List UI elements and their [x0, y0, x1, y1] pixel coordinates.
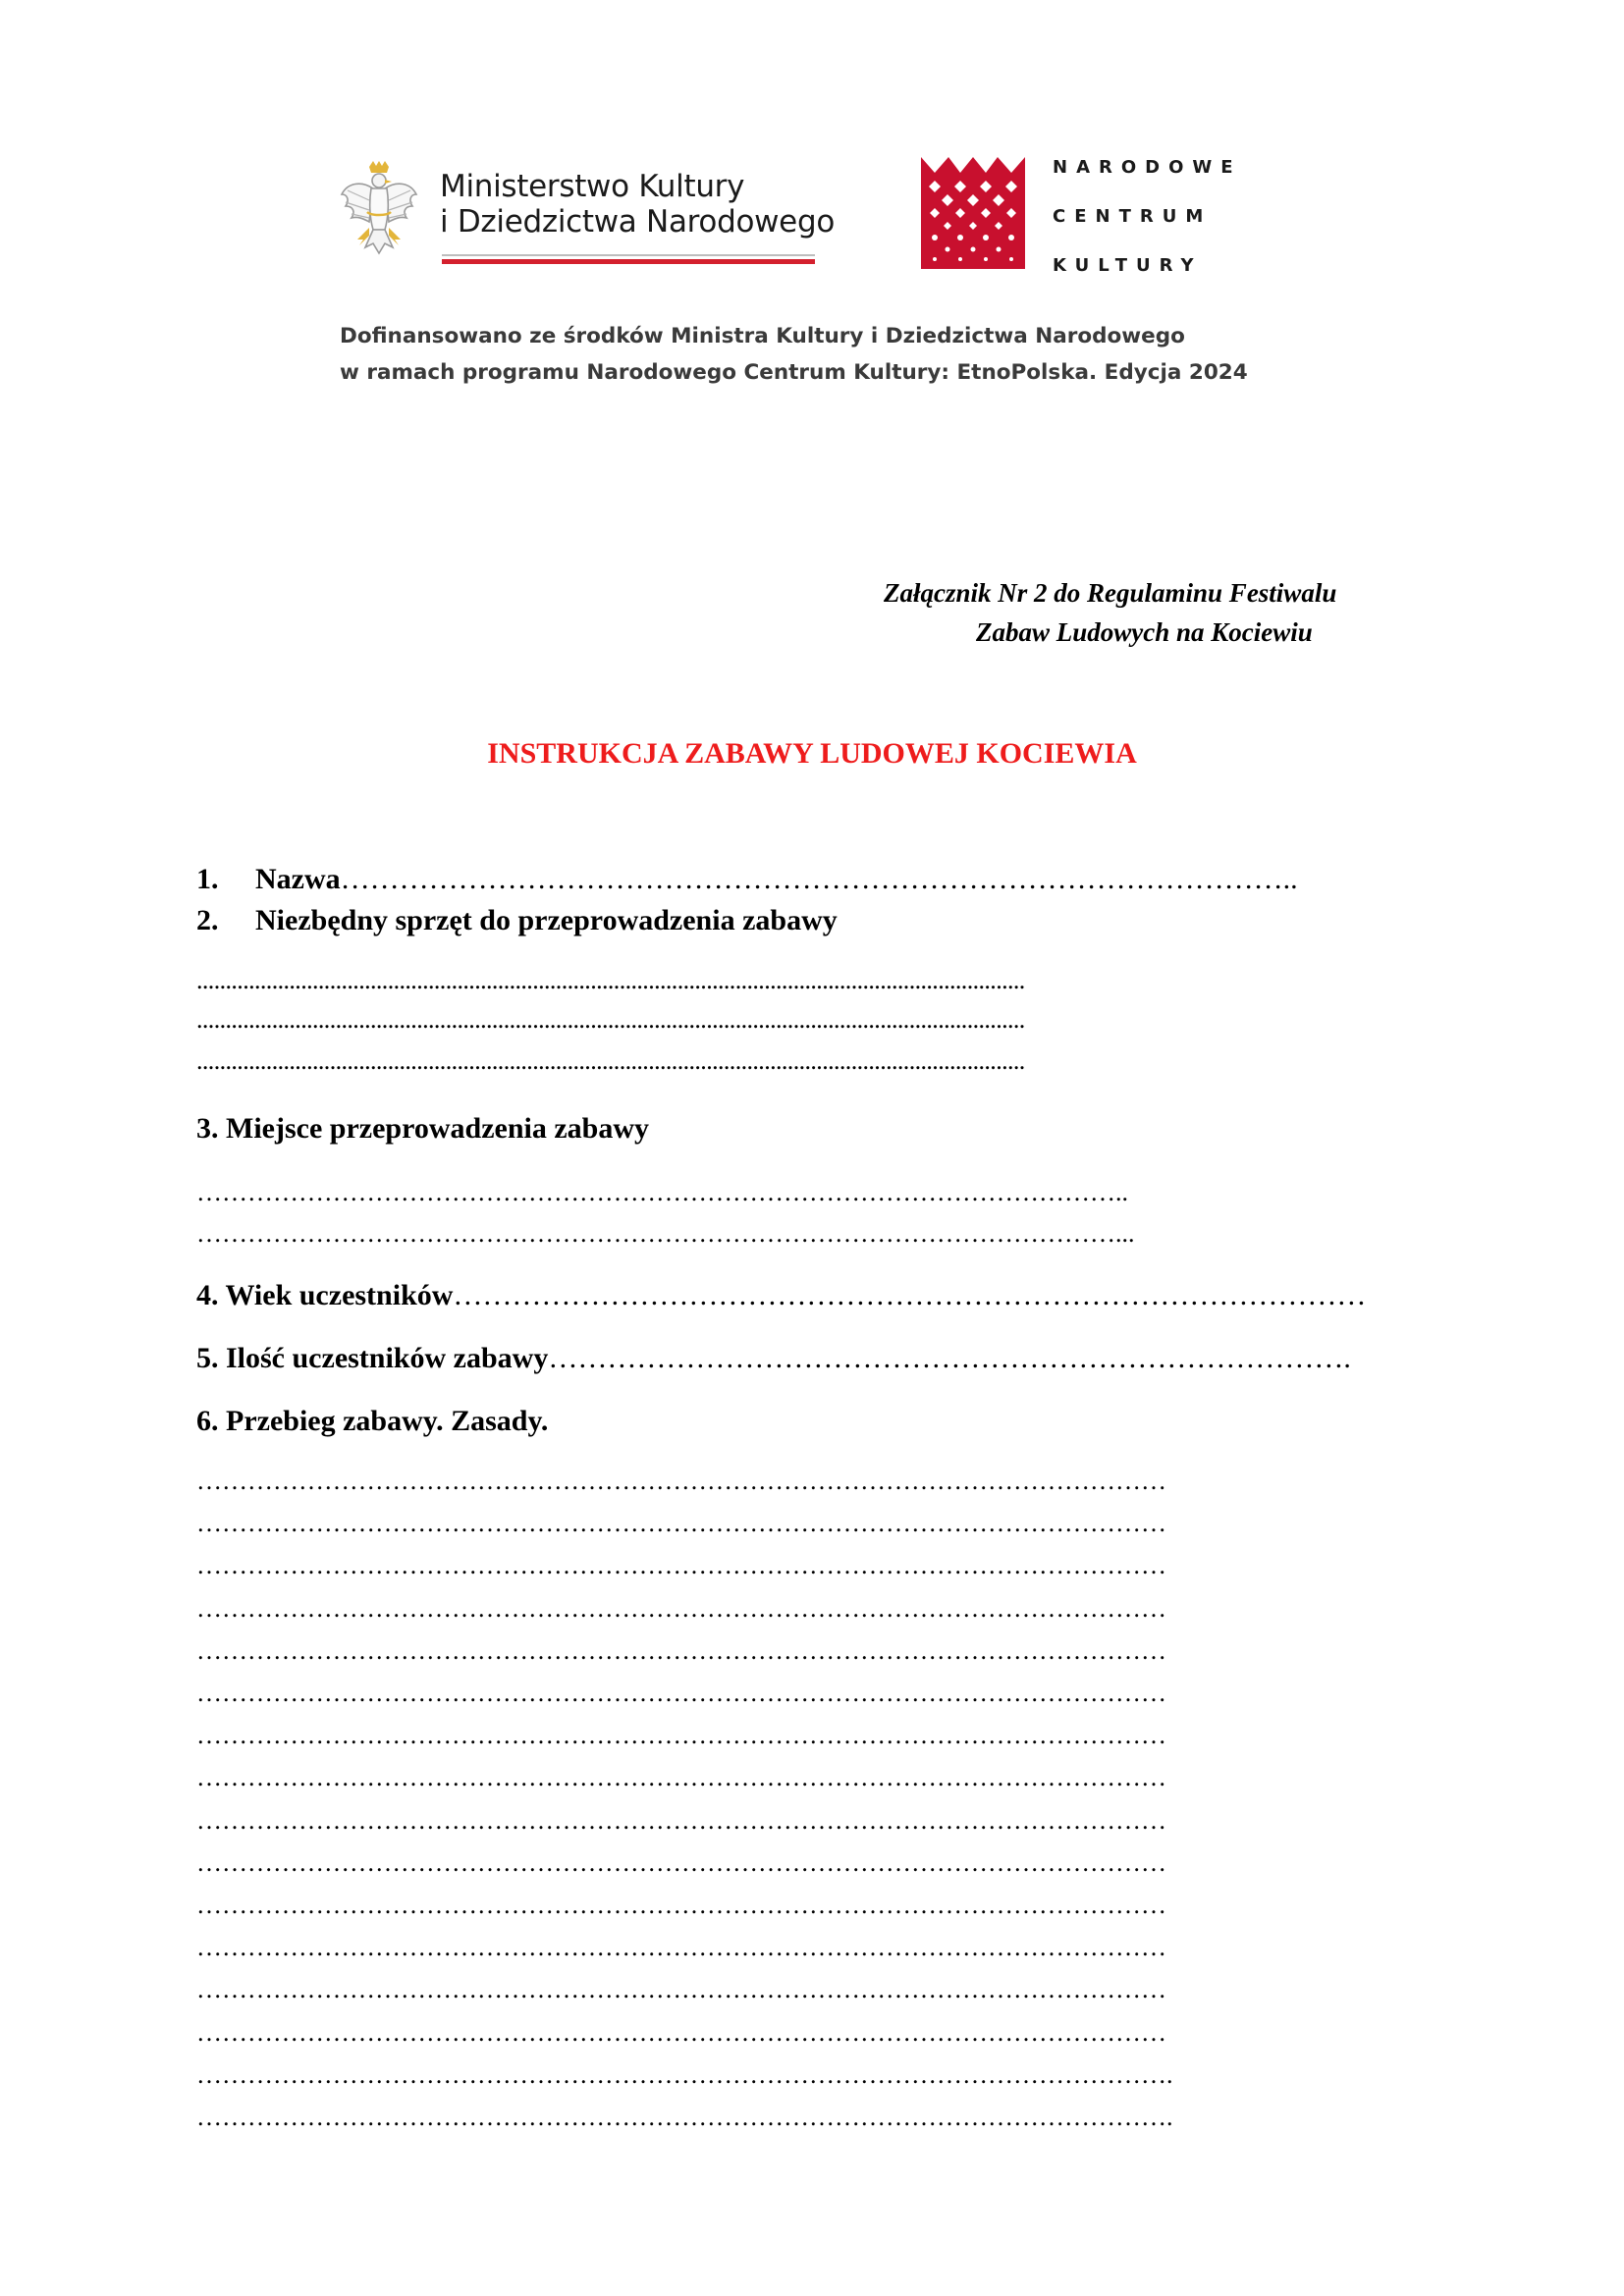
section-4-age: [196, 1276, 1366, 1315]
ministry-logo: [340, 161, 835, 267]
nck-logo: [921, 157, 1242, 276]
section-6-field-line[interactable]: ……………………………………………………………………………………………………: [196, 1636, 1166, 1665]
section-6-field-line[interactable]: ……………………………………………………………………………………………………: [196, 1679, 1166, 1707]
funding-note: [340, 318, 1248, 391]
section-6-field-line[interactable]: ……………………………………………………………………………………………………: [196, 1848, 1166, 1877]
section-6-field-line[interactable]: ……………………………………………………………………………………………………: [196, 1975, 1166, 2003]
nck-word-2: CENTRUM: [1053, 206, 1213, 227]
section-2-field-line[interactable]: ...............................................................................................................................................: [196, 966, 1025, 994]
section-2-field-line[interactable]: ...............................................................................................................................................: [196, 1046, 1025, 1075]
nck-wordmark: [1053, 157, 1242, 304]
nck-word-1: NARODOWE: [1053, 157, 1242, 178]
section-2-label: Niezbędny sprzęt do przeprowadzenia zabawy: [255, 904, 838, 936]
section-6-field-line[interactable]: ……………………………………………………………………………………………………: [196, 1509, 1166, 1537]
section-4-label: 4. Wiek uczestników: [196, 1279, 454, 1311]
section-5-field[interactable]: ……………………………………………………………………….: [548, 1342, 1351, 1374]
section-1-number: 1.: [196, 863, 219, 895]
section-6-field-line[interactable]: …………………………………………………………………………………………………….: [196, 2103, 1173, 2131]
section-1-label: Nazwa: [255, 863, 341, 895]
section-6-rules: 6. Przebieg zabawy. Zasady.: [196, 1405, 549, 1437]
funding-line-1: Dofinansowano ze środków Ministra Kultury i Dziedzictwa Narodowego: [340, 324, 1185, 348]
section-6-field-line[interactable]: ……………………………………………………………………………………………………: [196, 1933, 1166, 1961]
nck-word-3: KULTURY: [1053, 255, 1203, 276]
section-3-field-line[interactable]: ………………………………………………………………………………………………...: [196, 1219, 1135, 1248]
section-6-field-line[interactable]: ……………………………………………………………………………………………………: [196, 1806, 1166, 1835]
section-6-field-line[interactable]: ……………………………………………………………………………………………………: [196, 1721, 1166, 1749]
section-1-name: [196, 860, 1298, 899]
section-6-field-line[interactable]: ……………………………………………………………………………………………………: [196, 1891, 1166, 1919]
section-6-field-line[interactable]: ……………………………………………………………………………………………………: [196, 1467, 1166, 1495]
section-6-field-line[interactable]: ……………………………………………………………………………………………………: [196, 1763, 1166, 1791]
annex-line-1: Załącznik Nr 2 do Regulaminu Festiwalu: [884, 578, 1337, 608]
section-3-place: 3. Miejsce przeprowadzenia zabawy: [196, 1112, 650, 1145]
section-6-field-line[interactable]: ……………………………………………………………………………………………………: [196, 2018, 1166, 2047]
ministry-flag-bar: [442, 254, 815, 264]
section-2-equipment: [196, 901, 838, 940]
section-3-field-line[interactable]: ………………………………………………………………………………………………..: [196, 1178, 1128, 1206]
nck-crown-icon: [921, 157, 1025, 269]
section-6-field-line[interactable]: ……………………………………………………………………………………………………: [196, 1594, 1166, 1623]
eagle-emblem-icon: [340, 161, 418, 263]
section-5-label: 5. Ilość uczestników zabawy: [196, 1342, 549, 1374]
section-5-count: [196, 1339, 1351, 1378]
ministry-name-line1: Ministerstwo Kultury: [440, 169, 745, 204]
funding-line-2: w ramach programu Narodowego Centrum Kultury: EtnoPolska. Edycja 2024: [340, 360, 1248, 385]
section-4-field[interactable]: …………………………………………………………………………………: [453, 1279, 1367, 1311]
ministry-name-line2: i Dziedzictwa Narodowego: [440, 204, 835, 240]
section-6-field-line[interactable]: …………………………………………………………………………………………………….: [196, 2060, 1173, 2089]
section-6-field-line[interactable]: ……………………………………………………………………………………………………: [196, 1551, 1166, 1579]
document-title: INSTRUKCJA ZABAWY LUDOWEJ KOCIEWIA: [487, 737, 1137, 770]
ministry-name: [440, 169, 835, 240]
section-2-field-line[interactable]: ...............................................................................................................................................: [196, 1005, 1025, 1034]
annex-reference: [854, 573, 1404, 652]
annex-line-2: Zabaw Ludowych na Kociewiu: [976, 617, 1313, 647]
section-1-field[interactable]: ……………………………………………………………………………………..: [340, 863, 1298, 895]
section-2-number: 2.: [196, 904, 219, 936]
